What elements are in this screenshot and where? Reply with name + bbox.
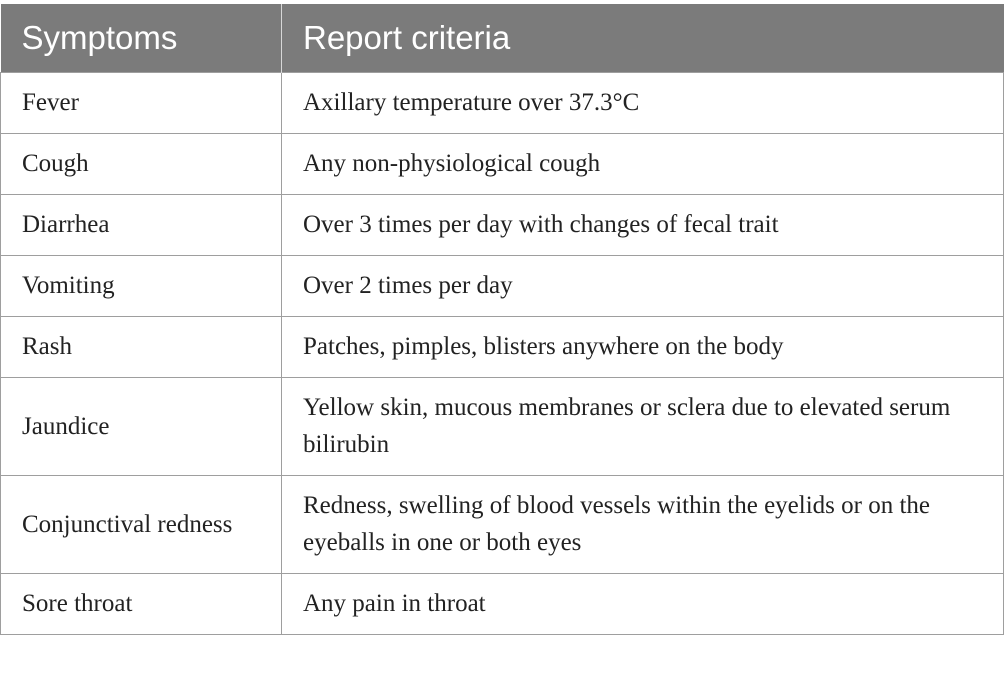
- criteria-cell: Over 2 times per day: [282, 256, 1004, 317]
- symptom-cell: Cough: [1, 134, 282, 195]
- symptom-cell: Sore throat: [1, 574, 282, 635]
- header-symptoms: Symptoms: [1, 4, 282, 73]
- table-row: [1, 476, 1004, 574]
- symptom-cell: Fever: [1, 73, 282, 134]
- table-row: [1, 256, 1004, 317]
- table-header-row: [1, 4, 1004, 73]
- criteria-cell: Patches, pimples, blisters anywhere on the body: [282, 317, 1004, 378]
- table-row: [1, 73, 1004, 134]
- symptoms-table-container: [0, 4, 1003, 635]
- table-row: [1, 317, 1004, 378]
- criteria-cell: Yellow skin, mucous membranes or sclera due to elevated serum bilirubin: [282, 378, 1004, 476]
- table-row: [1, 195, 1004, 256]
- table-row: [1, 574, 1004, 635]
- symptom-cell: Diarrhea: [1, 195, 282, 256]
- header-report-criteria: Report criteria: [282, 4, 1004, 73]
- table-row: [1, 134, 1004, 195]
- criteria-cell: Any non-physiological cough: [282, 134, 1004, 195]
- symptom-cell: Rash: [1, 317, 282, 378]
- criteria-cell: Axillary temperature over 37.3°C: [282, 73, 1004, 134]
- symptom-cell: Conjunctival redness: [1, 476, 282, 574]
- symptoms-criteria-table: [0, 4, 1004, 635]
- symptom-cell: Jaundice: [1, 378, 282, 476]
- criteria-cell: Redness, swelling of blood vessels within the eyelids or on the eyeballs in one or both eyes: [282, 476, 1004, 574]
- table-row: [1, 378, 1004, 476]
- symptom-cell: Vomiting: [1, 256, 282, 317]
- criteria-cell: Any pain in throat: [282, 574, 1004, 635]
- criteria-cell: Over 3 times per day with changes of fecal trait: [282, 195, 1004, 256]
